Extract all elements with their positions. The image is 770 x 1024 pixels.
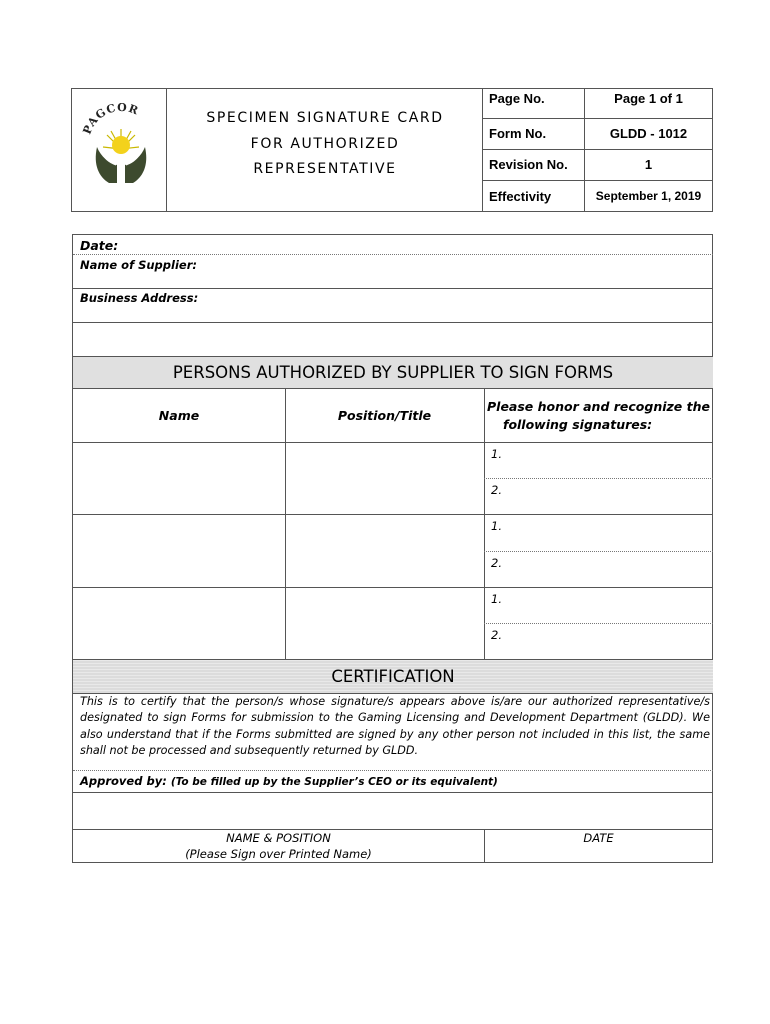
- row-line: [73, 792, 713, 793]
- date-field[interactable]: [120, 236, 710, 252]
- sig-divider: [484, 551, 713, 552]
- person-2-position-field[interactable]: [286, 516, 483, 586]
- date-label: Date:: [80, 238, 119, 253]
- certification-body: This is to certify that the person/s whose signature/s appears above is/are our authorized representative/s designated to sign Forms for submission to the Gaming Licensing and Development Department (GLDD). We also understand that if the Forms submitted are signed by any other person not included in this list, the same shall not be processed and subsequently returned by GLDD.: [80, 695, 710, 757]
- person-1-signature-1-label: 1.: [491, 447, 502, 461]
- row-line: [73, 388, 713, 389]
- row-line: [73, 514, 713, 515]
- person-2-signature-2-label: 2.: [491, 556, 502, 570]
- revision-no-label: Revision No.: [489, 157, 568, 172]
- page-no-value: Page 1 of 1: [614, 91, 683, 106]
- person-3-name-field[interactable]: [74, 589, 284, 658]
- revision-no-value: 1: [644, 157, 653, 172]
- row-line: [73, 587, 713, 588]
- col-signature-header-line-2: following signatures:: [503, 417, 653, 432]
- pagcor-logo: [79, 103, 159, 193]
- person-2-signature-1-field[interactable]: [505, 516, 710, 550]
- person-3-signature-2-field[interactable]: [505, 625, 710, 658]
- form-title-line-2: FOR AUTHORIZED: [250, 136, 400, 152]
- approved-by-row: [80, 774, 498, 788]
- effectivity-value: September 1, 2019: [595, 189, 702, 203]
- form-no-label: Form No.: [489, 126, 547, 141]
- supplier-name-label: Name of Supplier:: [80, 258, 197, 272]
- effectivity-label: Effectivity: [489, 188, 552, 204]
- person-2-signature-1-label: 1.: [491, 519, 502, 533]
- person-1-name-field[interactable]: [74, 444, 284, 513]
- approver-signature-field[interactable]: [74, 794, 712, 828]
- row-line: [73, 829, 713, 830]
- logo-text: PAGCOR: [80, 103, 141, 137]
- col-signature-header-line-1: Please honor and recognize the: [487, 399, 710, 414]
- approved-by-note: (To be filled up by the Supplier’s CEO or its equivalent): [170, 776, 498, 788]
- svg-text:PAGCOR: [80, 103, 140, 136]
- person-1-signature-1-field[interactable]: [505, 444, 710, 477]
- date-divider: [73, 254, 713, 255]
- person-2-name-field[interactable]: [74, 516, 284, 586]
- person-3-signature-1-field[interactable]: [505, 589, 710, 622]
- person-1-position-field[interactable]: [286, 444, 483, 513]
- row-line: [73, 288, 713, 289]
- approved-by-label: Approved by:: [80, 774, 167, 788]
- logo-cell: [71, 88, 167, 212]
- sig-divider: [484, 478, 713, 479]
- form-title-line-3: REPRESENTATIVE: [253, 161, 397, 177]
- name-position-note: (Please Sign over Printed Name): [185, 847, 372, 861]
- row-line: [73, 442, 713, 443]
- col-position-header: Position/Title: [337, 408, 432, 423]
- name-position-label: NAME & POSITION: [226, 831, 331, 845]
- persons-section-title: PERSONS AUTHORIZED BY SUPPLIER TO SIGN FORMS: [73, 357, 713, 388]
- person-3-signature-2-label: 2.: [491, 628, 502, 642]
- col-name-header: Name: [158, 408, 200, 423]
- person-1-signature-2-label: 2.: [491, 483, 502, 497]
- date-column-label: DATE: [583, 831, 614, 845]
- approved-divider: [73, 770, 713, 771]
- form-no-value: GLDD - 1012: [609, 126, 688, 141]
- form-title-line-1: SPECIMEN SIGNATURE CARD: [206, 110, 444, 126]
- person-1-signature-2-field[interactable]: [505, 480, 710, 513]
- person-3-signature-1-label: 1.: [491, 592, 502, 606]
- page-no-label: Page No.: [489, 91, 545, 106]
- person-2-signature-2-field[interactable]: [505, 553, 710, 586]
- row-line: [73, 322, 713, 323]
- business-address-label: Business Address:: [80, 291, 199, 305]
- person-3-position-field[interactable]: [286, 589, 483, 658]
- form-title-cell: [167, 88, 483, 212]
- sig-divider: [484, 623, 713, 624]
- certification-title: CERTIFICATION: [73, 660, 713, 693]
- supplier-name-field[interactable]: [200, 256, 710, 286]
